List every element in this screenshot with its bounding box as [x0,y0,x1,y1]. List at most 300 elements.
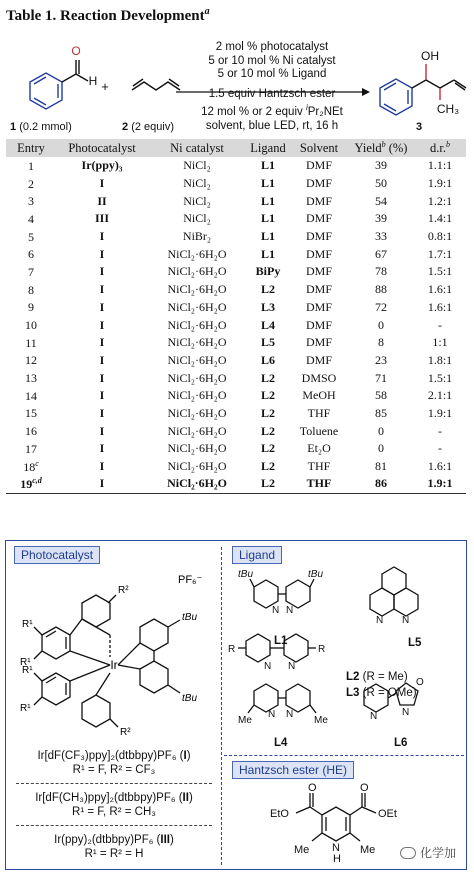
cell-yield [348,157,414,175]
table-header-row [6,139,466,157]
cell-photocatalyst [56,458,148,476]
cell-dr [414,157,466,175]
cell-entry-text: 8 [28,282,34,297]
cell-ligand-text: L5 [260,335,275,350]
table-row [6,281,466,299]
cell-dr-text: 0.8:1 [427,229,453,244]
header-ligand: Ligand [250,140,286,155]
cell-dr [414,245,466,263]
reaction-table [6,139,466,494]
cell-ni-catalyst-text: NiCl₂·6H₂O [167,476,227,491]
cell-dr [414,422,466,440]
cell-ni-catalyst [148,352,246,370]
ligand-L1-label: L1 [274,635,288,647]
cell-yield [348,316,414,334]
cell-solvent [290,369,348,387]
cell-ni-catalyst-text: NiCl₂·6H₂O [167,335,227,350]
watermark [400,844,456,861]
cell-yield-text: 58 [375,388,387,403]
cell-yield-text: 54 [375,193,387,208]
cell-solvent-text: Toluene [299,423,339,438]
r1-label-4: R¹ [20,703,31,714]
cell-ni-catalyst-text: NiCl₂·6H₂O [167,370,227,385]
cell-ni-catalyst [148,316,246,334]
cell-ligand-text: L1 [260,246,275,261]
cell-dr [414,299,466,317]
cell-solvent-text: DMF [305,229,332,244]
cell-dr-text: 1.2:1 [427,193,453,208]
iridium-atom: Ir [110,658,118,672]
cell-ni-catalyst-text: NiCl₂·6H₂O [167,441,227,456]
plus-sign: + [101,79,109,94]
table-row [6,210,466,228]
cell-ligand-text: L2 [260,388,275,403]
cell-ligand [246,422,290,440]
reaction-scheme [0,34,474,138]
cell-ligand [246,352,290,370]
cell-yield [348,192,414,210]
table-row [6,299,466,317]
cell-entry [6,299,56,317]
cell-yield [348,245,414,263]
cell-yield-text: 39 [375,158,387,173]
cell-dr-text: 2.1:1 [427,388,453,403]
cell-photocatalyst-text: I [99,423,105,438]
l2-n-right: N [288,661,296,672]
cell-solvent-text: THF [307,405,331,420]
cell-solvent [290,440,348,458]
cell-entry-footnote: c,d [32,475,42,485]
cell-photocatalyst-text: I [99,299,105,314]
cell-entry-text: 2 [28,176,34,191]
cell-entry-footnote: c [35,458,39,468]
table-title [6,6,210,25]
condition-base-iso: i [305,103,308,113]
header-entry: Entry [17,140,45,155]
product-label [416,121,422,133]
cell-ligand-text: L1 [260,193,275,208]
cell-solvent-text: DMF [305,352,332,367]
l2-r-left: R [228,644,236,655]
cell-entry-text: 3 [28,194,34,209]
cell-yield-text: 78 [375,264,387,279]
cell-solvent-text: DMF [305,264,332,279]
header-dr-note: b [445,139,450,149]
cell-yield [348,405,414,423]
cell-photocatalyst-text: I [99,282,105,297]
counter-ion: PF₆⁻ [178,574,203,586]
cell-dr [414,228,466,246]
l1-n-right: N [286,605,294,616]
cell-ligand [246,175,290,193]
cell-ligand-text: L2 [260,459,275,474]
cell-entry [6,245,56,263]
photocatalyst-III-name-line [12,833,216,847]
table-row [6,192,466,210]
cell-solvent [290,316,348,334]
cell-entry [6,175,56,193]
cell-ni-catalyst [148,299,246,317]
cell-ligand [246,316,290,334]
photocatalyst-III-id: III [160,834,170,846]
condition-ligand: 5 or 10 mol % Ligand [217,68,327,81]
cell-yield [348,228,414,246]
cell-ligand [246,245,290,263]
cell-ligand [246,263,290,281]
cell-ligand [246,299,290,317]
cell-photocatalyst [56,245,148,263]
cell-photocatalyst [56,387,148,405]
r2-label-1: R² [118,585,129,596]
l4-me-right: Me [314,715,328,726]
cell-ni-catalyst [148,405,246,423]
cell-ligand-text: L2 [260,423,275,438]
cell-entry [6,405,56,423]
title-footnote-mark: a [204,6,210,17]
cell-dr [414,369,466,387]
cell-ni-catalyst [148,192,246,210]
cell-photocatalyst [56,299,148,317]
cell-dr [414,458,466,476]
l6-n-pyridine: N [370,711,378,722]
cell-solvent-text: DMF [305,317,332,332]
cell-dr [414,192,466,210]
cell-photocatalyst-text: I [99,405,105,420]
cell-solvent-text: DMSO [301,370,337,385]
ligand-L5-label: L5 [408,637,422,649]
hantzsch-me-right: Me [360,844,376,856]
condition-base-name: Pr₂NEt [307,106,343,119]
table-row [6,157,466,175]
box-vertical-divider [221,547,222,865]
cell-solvent [290,352,348,370]
cell-dr-text: 1:1 [432,335,448,350]
reagent1-label [10,121,72,133]
cell-photocatalyst [56,157,148,175]
cell-dr-text: 1.1:1 [427,158,453,173]
wechat-icon [400,847,416,859]
cell-ligand-text: BiPy [255,264,281,279]
cell-solvent-text: DMF [305,193,332,208]
cell-ni-catalyst-text: NiCl₂·6H₂O [167,405,227,420]
cell-ni-catalyst [148,228,246,246]
cell-yield [348,475,414,493]
cell-ligand [246,281,290,299]
cell-entry [6,334,56,352]
cell-entry-text: 18 [23,459,36,474]
cell-solvent-text: MeOH [302,388,336,403]
cell-ni-catalyst [148,369,246,387]
cell-entry [6,263,56,281]
cell-entry-text: 14 [25,388,37,403]
hantzsch-h: H [333,853,341,865]
cell-photocatalyst [56,228,148,246]
cell-ni-catalyst [148,263,246,281]
cell-ni-catalyst-text: NiCl₂·6H₂O [167,282,227,297]
cell-yield-text: 88 [375,282,387,297]
hantzsch-section-label: Hantzsch ester (HE) [232,761,354,779]
cell-entry [6,192,56,210]
cell-dr-text: 1.6:1 [427,459,453,474]
photocatalyst-III-subs: R¹ = R² = H [84,848,144,860]
photocatalyst-I-caption [12,749,216,777]
cell-yield [348,299,414,317]
l6-n-oxazoline: N [402,707,410,718]
cell-ligand [246,334,290,352]
cell-entry-text: 17 [25,441,37,456]
cell-entry [6,422,56,440]
cell-solvent-text: DMF [305,176,332,191]
condition-base-amount: 12 mol % or 2 equiv [201,106,306,119]
reaction-conditions [176,41,368,133]
reagent1-amount: (0.2 mmol) [19,121,72,133]
cell-solvent [290,475,348,493]
cell-ligand [246,369,290,387]
cell-entry [6,475,56,493]
cell-photocatalyst [56,175,148,193]
cell-entry [6,458,56,476]
cell-photocatalyst [56,263,148,281]
cell-entry-text: 10 [25,318,37,333]
r1-label-2: R¹ [20,657,31,668]
cell-entry-text: 5 [28,229,34,244]
header-yield-unit: (%) [385,141,408,156]
header-dr-text: d.r. [430,141,446,156]
cell-ni-catalyst [148,440,246,458]
cell-photocatalyst [56,405,148,423]
reagent2-amount: (2 equiv) [131,121,174,133]
cell-ligand [246,157,290,175]
cell-entry [6,228,56,246]
cell-ligand-text: L1 [260,158,275,173]
reagent1-number: 1 [10,121,17,133]
cell-ligand-text: L6 [260,352,275,367]
cell-solvent-text: THF [306,476,332,491]
ligand-hantzsch-divider [224,755,464,756]
header-solvent: Solvent [299,140,339,155]
photocatalyst-III-caption [12,833,216,861]
table-row [6,175,466,193]
photocatalyst-I-name-line [12,749,216,763]
cell-yield [348,210,414,228]
table-row [6,334,466,352]
hantzsch-o-left: O [308,782,317,794]
cell-dr-text: 1.7:1 [427,246,453,261]
table-row [6,352,466,370]
cell-ni-catalyst-text: NiCl₂ [183,193,211,208]
cell-ni-catalyst-text: NiCl₂·6H₂O [167,299,227,314]
cell-entry-text: 7 [28,264,34,279]
ligand-L2-label: L2 [346,671,360,683]
cell-yield [348,334,414,352]
photocatalyst-III-name: Ir(ppy)₂(dtbbpy)PF₆ ( [54,834,161,846]
condition-base [176,101,368,119]
header-yield [348,139,414,157]
condition-ni-catalyst: 5 or 10 mol % Ni catalyst [208,54,336,67]
table-body [6,157,466,493]
cell-ni-catalyst [148,175,246,193]
cell-entry-text: 15 [25,406,37,421]
hantzsch-me-left: Me [294,844,310,856]
cell-entry-text: 19 [20,476,33,491]
cell-ligand-text: L2 [260,282,275,297]
cell-ligand-text: L1 [260,229,275,244]
cell-solvent-text: Et₂O [307,441,331,456]
cell-solvent-text: DMF [305,211,332,226]
table-row [6,369,466,387]
table-row [6,458,466,476]
ligand-L4-label: L4 [274,737,288,749]
cell-entry [6,281,56,299]
cell-photocatalyst-text: Ir(ppy)₃ [81,158,123,173]
cell-ni-catalyst [148,245,246,263]
cell-ni-catalyst [148,210,246,228]
cell-yield-text: 23 [375,352,387,367]
photocatalyst-I-id: I [183,750,187,762]
cell-dr-text: - [438,441,442,456]
cell-photocatalyst-text: I [99,388,105,403]
cell-photocatalyst-text: I [99,264,105,279]
cell-dr [414,405,466,423]
cell-ligand [246,475,290,493]
cell-photocatalyst-text: II [97,193,107,208]
cell-dr-text: 1.8:1 [427,352,453,367]
cell-dr [414,175,466,193]
photocatalyst-II-name: Ir[dF(CH₃)ppy]₂(dtbbpy)PF₆ ( [35,792,183,804]
cell-dr [414,263,466,281]
cell-dr-text: 1.4:1 [427,211,453,226]
header-yield-text: Yield [354,141,382,156]
table-row [6,245,466,263]
cell-ni-catalyst-text: NiBr₂ [182,229,212,244]
cell-entry-text: 1 [28,158,34,173]
cell-entry [6,210,56,228]
cell-solvent [290,175,348,193]
photocatalyst-II-name-line [12,791,216,805]
l4-n-left: N [268,709,276,720]
cell-solvent-text: DMF [305,282,332,297]
cell-entry [6,440,56,458]
l4-me-left: Me [238,715,252,726]
cell-yield-text: 39 [375,211,387,226]
reagent2-label [122,121,174,133]
cell-solvent [290,245,348,263]
cell-solvent-text: DMF [305,335,332,350]
cell-solvent [290,458,348,476]
cell-yield [348,175,414,193]
aldehyde-hydrogen-atom: H [88,74,98,88]
cell-solvent [290,228,348,246]
watermark-text: 化学加 [419,846,456,860]
cell-solvent [290,263,348,281]
cell-solvent [290,157,348,175]
cell-photocatalyst [56,334,148,352]
cell-ligand [246,405,290,423]
cell-ni-catalyst-text: NiCl₂ [183,176,211,191]
cell-photocatalyst-text: I [99,176,105,191]
cell-entry [6,387,56,405]
table-row [6,228,466,246]
cell-yield [348,352,414,370]
l1-tbu-right: tBu [308,569,324,580]
cell-ni-catalyst [148,458,246,476]
cell-photocatalyst-text: I [99,335,105,350]
photocatalyst-II-id: II [182,792,189,804]
l2-n-left: N [264,661,272,672]
photocatalyst-II-subs: R¹ = F, R² = CH₃ [72,806,156,818]
cell-dr [414,316,466,334]
table-row [6,316,466,334]
product-number: 3 [416,121,423,133]
header-photocatalyst: Photocatalyst [68,140,136,155]
product-methyl: CH₃ [436,102,460,116]
cell-entry [6,352,56,370]
cell-solvent-text: DMF [305,158,332,173]
product-ring [380,79,412,115]
hantzsch-o-right: O [360,782,369,794]
hantzsch-n: N [332,842,340,854]
cell-ligand-text: L2 [260,370,275,385]
photocatalyst-II-close: ) [188,792,193,804]
photocatalyst-section-label: Photocatalyst [14,546,100,564]
cell-yield-text: 72 [375,299,387,314]
title-text: Table 1. Reaction Development [6,8,205,24]
cell-solvent [290,334,348,352]
cell-dr-text: 1.9:1 [427,476,453,491]
cell-entry-text: 13 [25,371,37,386]
cell-entry [6,316,56,334]
cell-ni-catalyst [148,281,246,299]
cell-yield-text: 81 [375,459,387,474]
cell-ni-catalyst-text: NiCl₂·6H₂O [167,317,227,332]
product-hydroxyl: OH [421,49,439,63]
photocatalyst-I-close: ) [186,750,191,762]
cell-ligand-text: L2 [260,441,275,456]
condition-photocatalyst: 2 mol % photocatalyst [215,41,329,53]
cell-yield [348,458,414,476]
cell-ni-catalyst-text: NiCl₂·6H₂O [167,246,227,261]
cell-photocatalyst [56,369,148,387]
cell-dr [414,475,466,493]
cell-entry-text: 6 [28,247,34,262]
l5-n-left: N [376,615,384,626]
condition-hantzsch: 1.5 equiv Hantzsch ester [208,87,336,100]
reagent2-number: 2 [122,121,129,133]
cell-solvent [290,405,348,423]
l2-r-right: R [318,644,326,655]
cell-dr [414,334,466,352]
cell-yield-text: 67 [375,246,387,261]
r1-label-3: R¹ [22,665,33,676]
table-row [6,422,466,440]
cell-ligand [246,458,290,476]
cell-ligand-text: L2 [260,476,275,491]
ligand-L2-subs: (R = Me) [359,671,408,683]
cell-photocatalyst [56,316,148,334]
l4-n-right: N [286,709,294,720]
l6-o-oxazoline: O [416,677,424,688]
hantzsch-oet: OEt [378,808,397,820]
photocatalyst-I-subs: R¹ = F, R² = CF₃ [72,764,156,776]
cell-dr [414,387,466,405]
tbu-label-2: tBu [182,693,198,704]
cell-dr-text: 1.5:1 [427,370,453,385]
cell-ligand-text: L1 [260,176,275,191]
cell-yield-text: 0 [378,423,384,438]
cell-photocatalyst-text: I [99,370,105,385]
ligand-L3-caption [346,687,417,699]
cell-yield-text: 71 [375,370,387,385]
